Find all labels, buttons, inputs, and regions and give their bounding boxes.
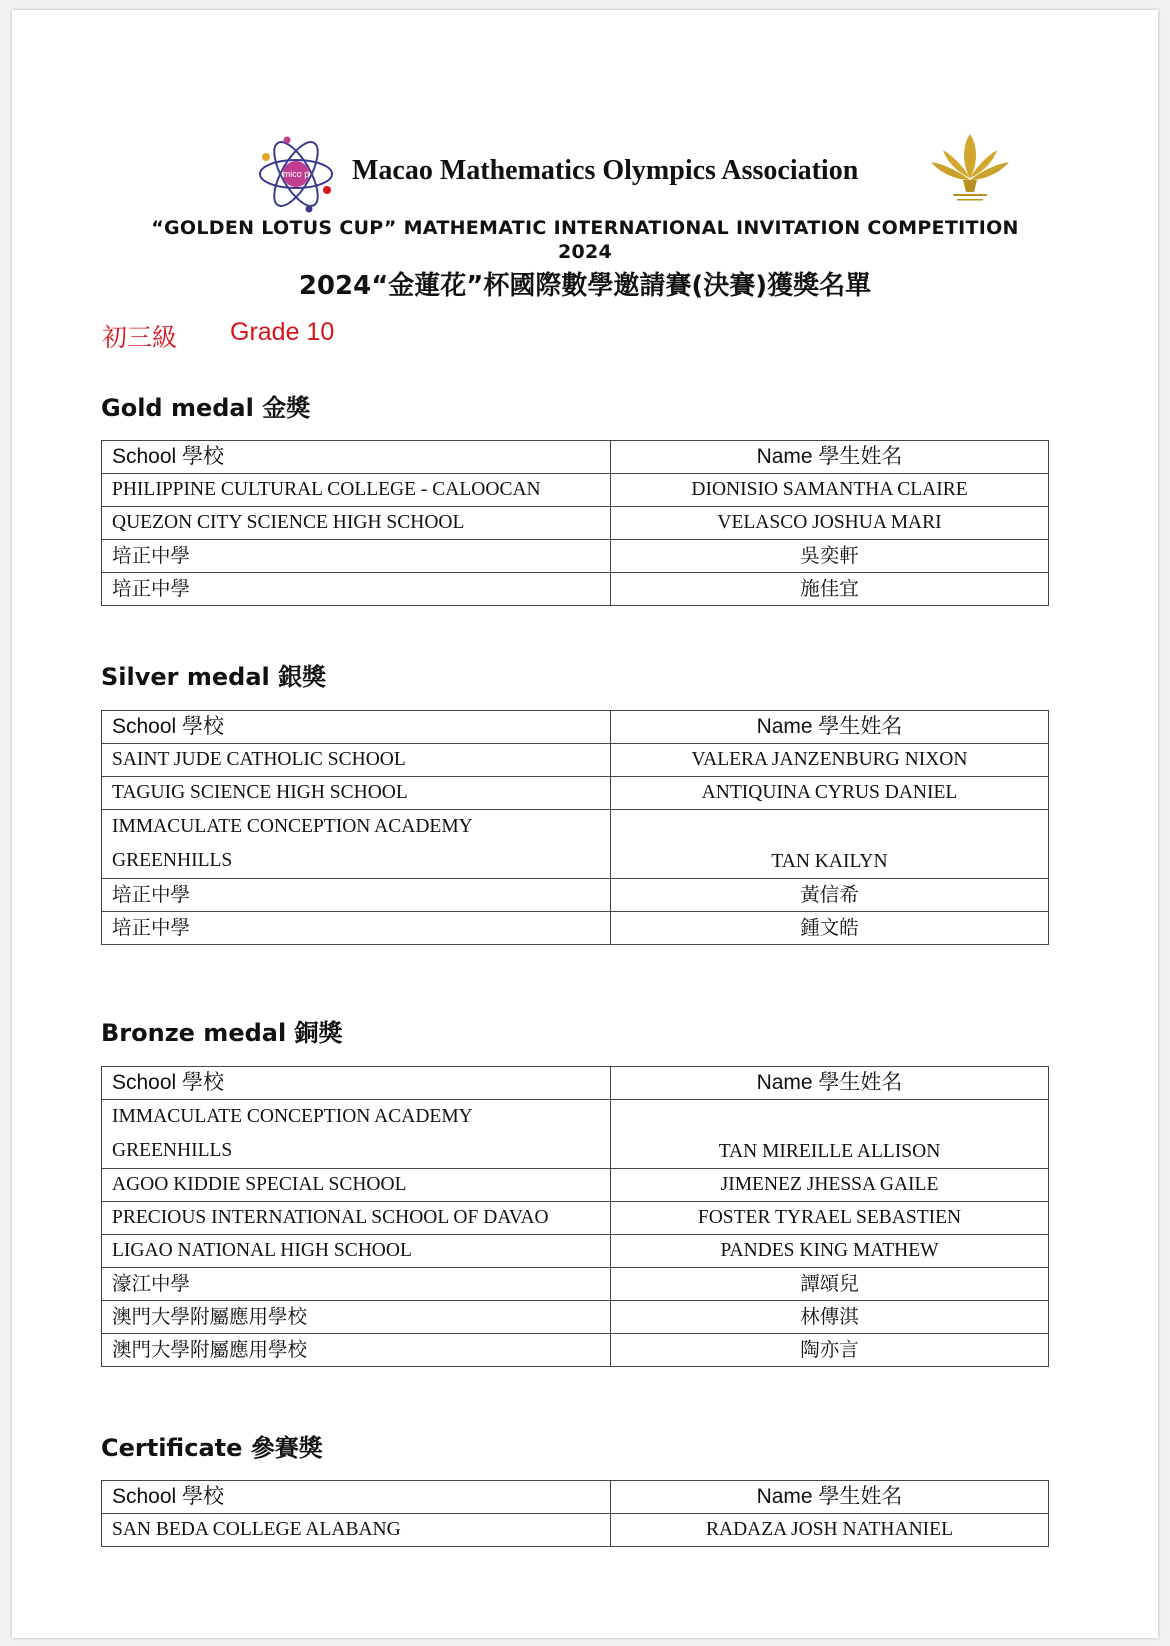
- table-row: [102, 744, 1049, 777]
- school-cell: LIGAO NATIONAL HIGH SCHOOL: [102, 1235, 611, 1268]
- school-column-header: School 學校: [102, 441, 611, 474]
- school-cell: AGOO KIDDIE SPECIAL SCHOOL: [102, 1169, 611, 1202]
- name-column-header: Name 學生姓名: [611, 1481, 1049, 1514]
- certificate-heading: Certificate 參賽獎: [101, 1434, 323, 1462]
- school-column-header: School 學校: [102, 711, 611, 744]
- chinese-award-list-title: 2024“金蓮花”杯國際數學邀請賽(決賽)獲獎名單: [298, 271, 872, 301]
- table-row: [102, 810, 1049, 879]
- school-cell-line1: IMMACULATE CONCEPTION ACADEMY: [112, 1106, 473, 1127]
- gold-medal-table: [101, 440, 1049, 606]
- table-row: [102, 1334, 1049, 1367]
- gold-medal-heading: Gold medal 金獎: [101, 394, 311, 422]
- school-cell: SAINT JUDE CATHOLIC SCHOOL: [102, 744, 611, 777]
- school-cell: PRECIOUS INTERNATIONAL SCHOOL OF DAVAO: [102, 1202, 611, 1235]
- table-row: [102, 912, 1049, 945]
- grade-label-chinese: 初三級: [102, 323, 178, 352]
- school-cell: TAGUIG SCIENCE HIGH SCHOOL: [102, 777, 611, 810]
- student-name-cell: 黃信希: [611, 879, 1049, 912]
- school-cell-line2: GREENHILLS: [112, 1140, 233, 1161]
- name-column-header: Name 學生姓名: [611, 441, 1049, 474]
- table-row: [102, 507, 1049, 540]
- table-row: [102, 1100, 1049, 1169]
- school-cell: 濠江中學: [102, 1268, 611, 1301]
- school-cell: SAN BEDA COLLEGE ALABANG: [102, 1514, 611, 1547]
- student-name-cell: 施佳宜: [611, 573, 1049, 606]
- table-row: [102, 474, 1049, 507]
- table-row: [102, 1235, 1049, 1268]
- table-row: [102, 777, 1049, 810]
- name-column-header: Name 學生姓名: [611, 711, 1049, 744]
- student-name-cell: VALERA JANZENBURG NIXON: [611, 744, 1049, 777]
- school-column-header: School 學校: [102, 1481, 611, 1514]
- school-cell: QUEZON CITY SCIENCE HIGH SCHOOL: [102, 507, 611, 540]
- school-cell: 培正中學: [102, 912, 611, 945]
- student-name-cell: 林傳淇: [611, 1301, 1049, 1334]
- student-name-cell: PANDES KING MATHEW: [611, 1235, 1049, 1268]
- school-cell: [102, 810, 611, 879]
- certificate-table: [101, 1480, 1049, 1547]
- table-row: [102, 1301, 1049, 1334]
- name-column-header: Name 學生姓名: [611, 1067, 1049, 1100]
- table-row: [102, 1169, 1049, 1202]
- student-name-cell: ANTIQUINA CYRUS DANIEL: [611, 777, 1049, 810]
- table-row: [102, 1202, 1049, 1235]
- student-name-cell: TAN KAILYN: [611, 810, 1049, 879]
- school-column-header: School 學校: [102, 1067, 611, 1100]
- golden-lotus-logo-icon: [927, 130, 1013, 212]
- bronze-medal-heading: Bronze medal 銅獎: [101, 1019, 343, 1047]
- svg-text:mico p: mico p: [282, 169, 310, 179]
- school-cell: PHILIPPINE CULTURAL COLLEGE - CALOOCAN: [102, 474, 611, 507]
- school-cell-line2: GREENHILLS: [112, 850, 233, 871]
- school-cell-line1: IMMACULATE CONCEPTION ACADEMY: [112, 816, 473, 837]
- document-page: [12, 10, 1158, 1638]
- student-name-cell: RADAZA JOSH NATHANIEL: [611, 1514, 1049, 1547]
- table-row: [102, 540, 1049, 573]
- school-cell: 培正中學: [102, 573, 611, 606]
- grade-label-english: Grade 10: [230, 318, 335, 346]
- bronze-medal-table: [101, 1066, 1049, 1367]
- student-name-cell: FOSTER TYRAEL SEBASTIEN: [611, 1202, 1049, 1235]
- association-name: Macao Mathematics Olympics Association: [352, 155, 859, 186]
- table-header-row: [102, 1481, 1049, 1514]
- student-name-cell: VELASCO JOSHUA MARI: [611, 507, 1049, 540]
- table-header-row: [102, 441, 1049, 474]
- student-name-cell: TAN MIREILLE ALLISON: [611, 1100, 1049, 1169]
- table-header-row: [102, 1067, 1049, 1100]
- silver-medal-table: [101, 710, 1049, 945]
- school-cell: 澳門大學附屬應用學校: [102, 1334, 611, 1367]
- table-header-row: [102, 711, 1049, 744]
- table-row: [102, 573, 1049, 606]
- competition-title: “GOLDEN LOTUS CUP” MATHEMATIC INTERNATIONAL INVITATION COMPETITION: [151, 217, 1019, 239]
- letterhead: [12, 135, 1158, 215]
- table-row: [102, 1514, 1049, 1547]
- table-row: [102, 879, 1049, 912]
- student-name-cell: JIMENEZ JHESSA GAILE: [611, 1169, 1049, 1202]
- student-name-cell: 鍾文皓: [611, 912, 1049, 945]
- student-name-cell: 陶亦言: [611, 1334, 1049, 1367]
- student-name-cell: DIONISIO SAMANTHA CLAIRE: [611, 474, 1049, 507]
- competition-year: 2024: [557, 241, 613, 263]
- student-name-cell: 譚頌兒: [611, 1268, 1049, 1301]
- school-cell: [102, 1100, 611, 1169]
- student-name-cell: 吳奕軒: [611, 540, 1049, 573]
- school-cell: 培正中學: [102, 879, 611, 912]
- silver-medal-heading: Silver medal 銀獎: [101, 663, 327, 691]
- table-row: [102, 1268, 1049, 1301]
- association-logo-icon: [257, 135, 335, 213]
- school-cell: 澳門大學附屬應用學校: [102, 1301, 611, 1334]
- school-cell: 培正中學: [102, 540, 611, 573]
